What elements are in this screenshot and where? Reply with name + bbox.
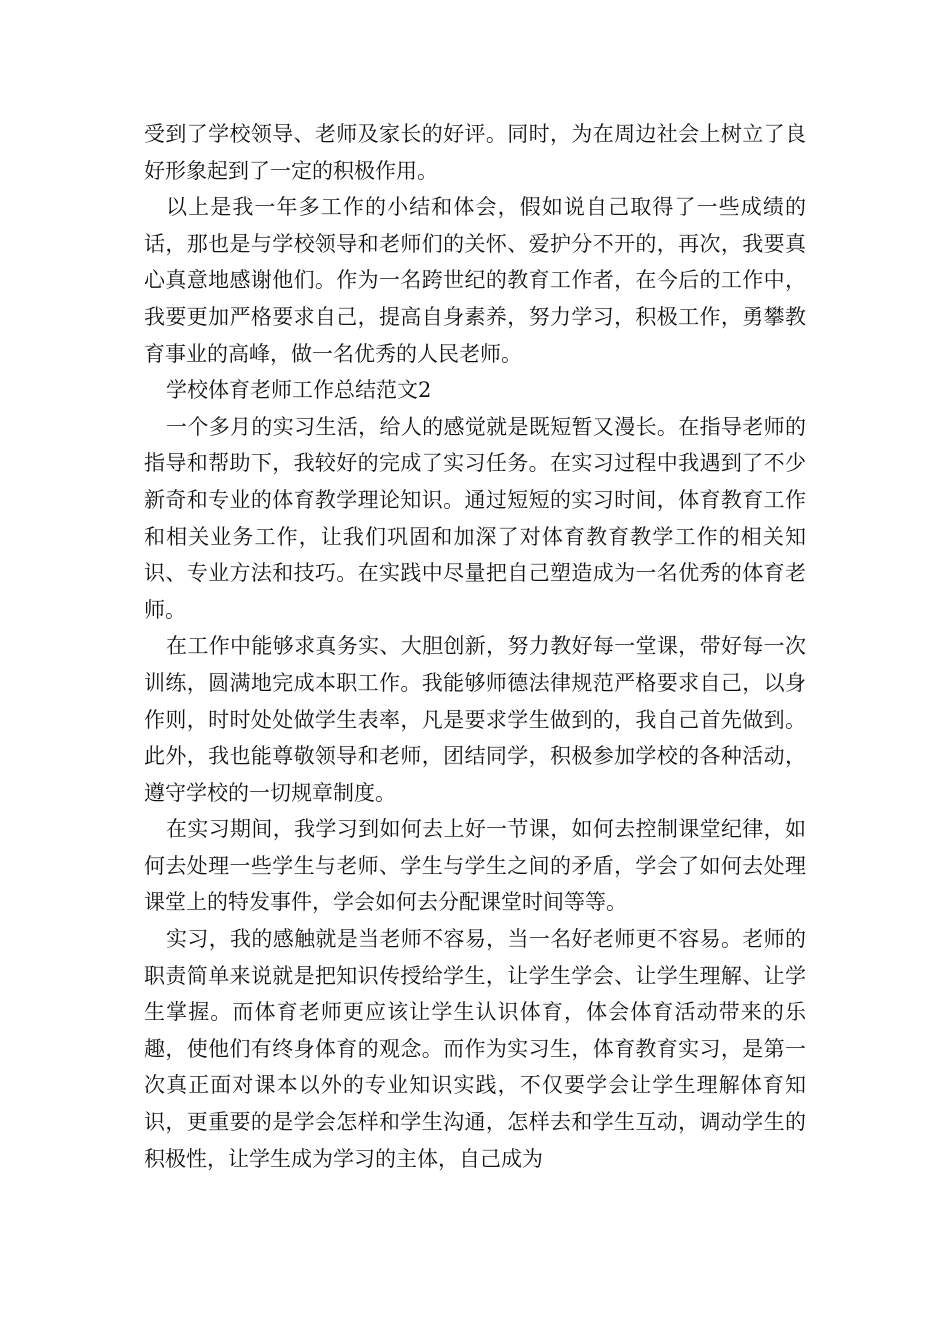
- paragraph-work-attitude: 在工作中能够求真务实、大胆创新，努力教好每一堂课，带好每一次训练，圆满地完成本职工作。我能够师德法律规范严格要求自己，以身作则，时时处处做学生表率，凡是要求学生做到的，我自己首先做到。此外，我也能尊敬领导和老师，团结同学，积极参加学校的各种活动，遵守学校的一切规章制度。: [144, 634, 806, 805]
- paragraph-learning: 在实习期间，我学习到如何去上好一节课，如何去控制课堂纪律，如何去处理一些学生与老师、学生与学生之间的矛盾，学会了如何去处理课堂上的特发事件，学会如何去分配课堂时间等等。: [144, 817, 806, 915]
- paragraph-summary: 以上是我一年多工作的小结和体会，假如说自己取得了一些成绩的话，那也是与学校领导和老师们的关怀、爱护分不开的，再次，我要真心真意地感谢他们。作为一名跨世纪的教育工作者，在今后的工作中，我要更加严格要求自己，提高自身素养，努力学习，积极工作，勇攀教育事业的高峰，做一名优秀的人民老师。: [144, 195, 806, 366]
- paragraph-internship-intro: 一个多月的实习生活，给人的感觉就是既短暂又漫长。在指导老师的指导和帮助下，我较好的完成了实习任务。在实习过程中我遇到了不少新奇和专业的体育教学理论知识。通过短短的实习时间，体育教育工作和相关业务工作，让我们巩固和加深了对体育教育教学工作的相关知识、专业方法和技巧。在实践中尽量把自己塑造成为一名优秀的体育老师。: [144, 414, 806, 622]
- section-heading: 学校体育老师工作总结范文2: [166, 378, 432, 403]
- document-page: [144, 116, 806, 1177]
- paragraph-reflection: 实习，我的感触就是当老师不容易，当一名好老师更不容易。老师的职责简单来说就是把知识传授给学生，让学生学会、让学生理解、让学生掌握。而体育老师更应该让学生认识体育，体会体育活动带来的乐趣，使他们有终身体育的观念。而作为实习生，体育教育实习，是第一次真正面对课本以外的专业知识实践，不仅要学会让学生理解体育知识，更重要的是学会怎样和学生沟通，怎样去和学生互动，调动学生的积极性，让学生成为学习的主体，自己成为: [144, 927, 806, 1171]
- paragraph-continuation: 受到了学校领导、老师及家长的好评。同时，为在周边社会上树立了良好形象起到了一定的积极作用。: [144, 122, 806, 183]
